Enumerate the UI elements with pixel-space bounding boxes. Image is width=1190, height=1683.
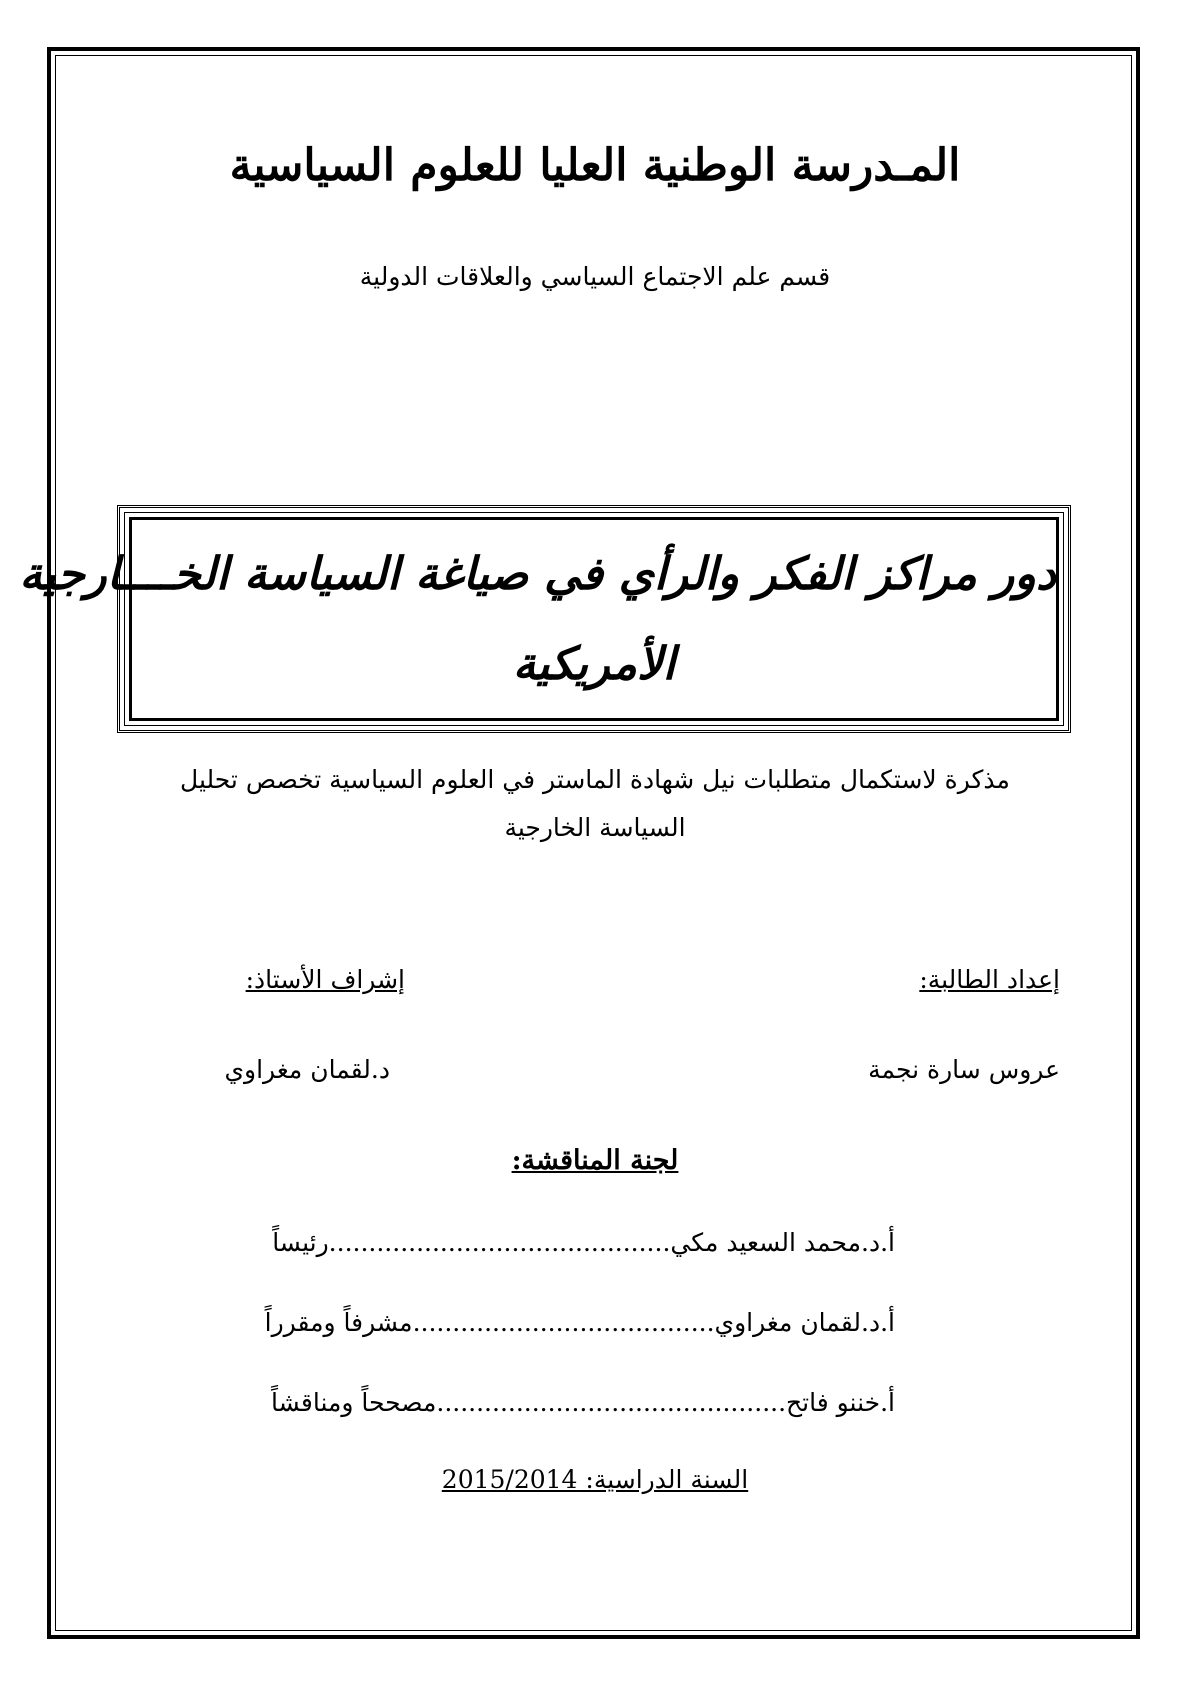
title-frame: [19, 505, 1071, 733]
memo-text: مذكرة لاستكمال متطلبات نيل شهادة الماستر في العلوم السياسية تخصص تحليل السياسة الخارجية: [180, 765, 1010, 842]
student-label: إعداد الطالبة:: [919, 965, 1060, 994]
title-frame-mid: [19, 512, 1064, 726]
supervisor-label: إشراف الأستاذ:: [245, 965, 405, 994]
committee-title: لجنة المناقشة:: [511, 1145, 679, 1176]
supervisor-name: د.لقمان مغراوي: [224, 1055, 390, 1084]
academic-year: السنة الدراسية: 2015/2014: [441, 1465, 749, 1494]
thesis-title-line-1: دور مراكز الفكر والرأي في صياغة السياسة الخــــارجية: [19, 547, 1056, 600]
department-name: قسم علم الاجتماع السياسي والعلاقات الدولية: [359, 262, 831, 291]
school-name: المـدرسة الوطنية العليا للعلوم السياسية: [229, 140, 961, 191]
committee-member-1: أ.د.محمد السعيد مكي...........................................رئيساً: [272, 1228, 895, 1257]
thesis-title-line-2: الأمريكية: [512, 637, 676, 690]
title-frame-inner: [19, 517, 1059, 721]
committee-member-3: أ.خننو فاتح............................................مصححاً ومناقشاً: [270, 1388, 895, 1417]
committee-member-2: أ.د.لقمان مغراوي......................................مشرفاً ومقرراً: [264, 1308, 895, 1337]
student-name: عروس سارة نجمة: [868, 1055, 1060, 1084]
